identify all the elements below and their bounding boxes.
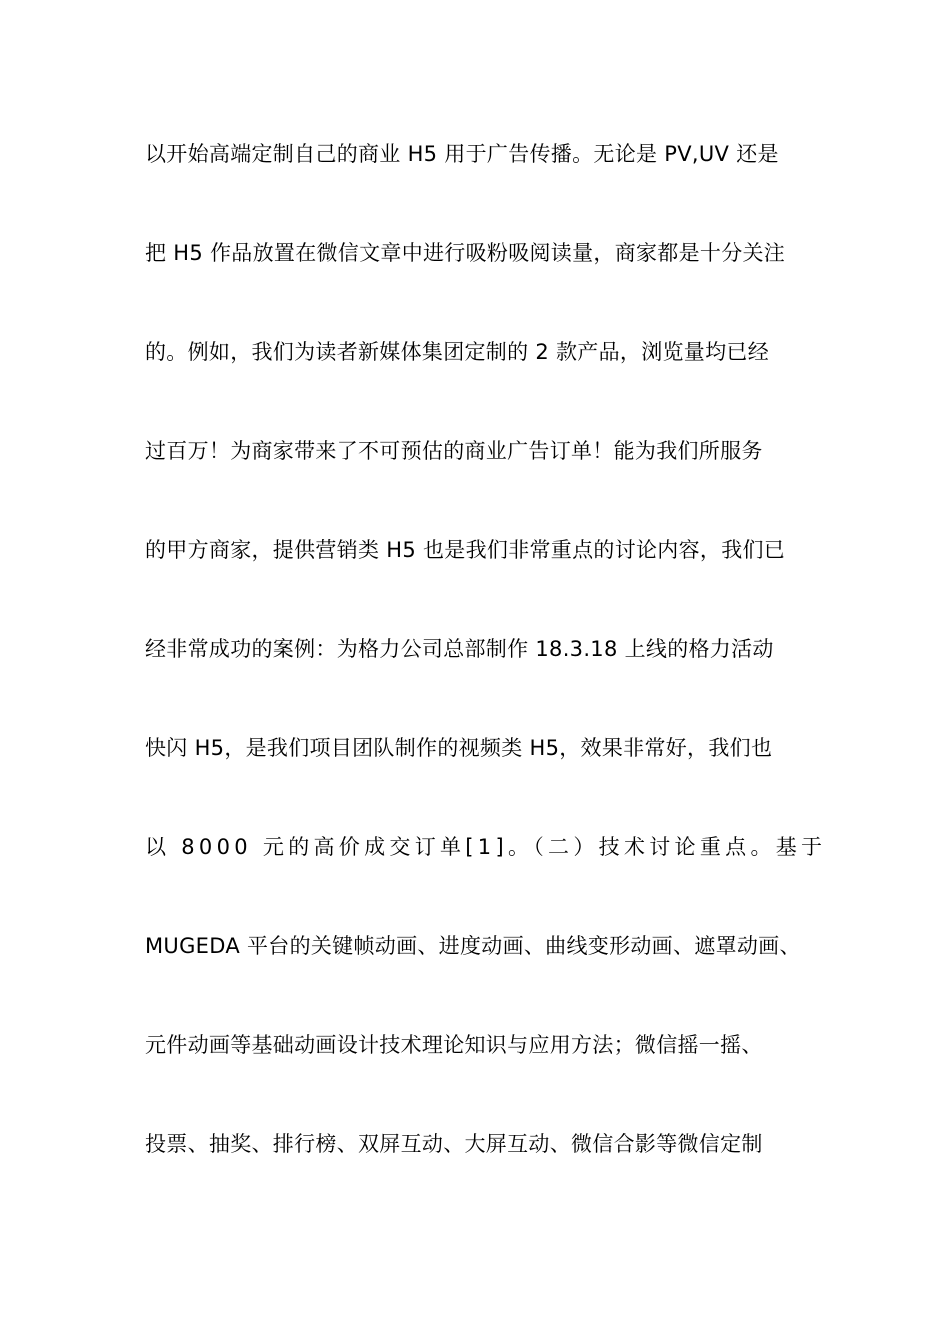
text-line-11: 投票、抽奖、排行榜、双屏互动、大屏互动、微信合影等微信定制 [145,1132,763,1156]
text-line-7: 快闪 H5，是我们项目团队制作的视频类 H5，效果非常好，我们也 [145,736,773,760]
text-line-8: 以 8000 元的高价成交订单[1]。（二）技术讨论重点。基于 [145,835,827,859]
text-line-4: 过百万！为商家带来了不可预估的商业广告订单！能为我们所服务 [145,439,763,463]
text-line-10: 元件动画等基础动画设计技术理论知识与应用方法；微信摇一摇、 [145,1033,763,1057]
text-line-5: 的甲方商家，提供营销类 H5 也是我们非常重点的讨论内容，我们已 [145,538,786,562]
text-line-2: 把 H5 作品放置在微信文章中进行吸粉吸阅读量，商家都是十分关注 [145,241,786,265]
text-line-1: 以开始高端定制自己的商业 H5 用于广告传播。无论是 PV,UV 还是 [145,142,779,166]
body-text [145,130,845,1219]
text-line-6: 经非常成功的案例：为格力公司总部制作 18.3.18 上线的格力活动 [145,637,774,661]
text-line-3: 的。例如，我们为读者新媒体集团定制的 2 款产品，浏览量均已经 [145,340,770,364]
text-line-9: MUGEDA 平台的关键帧动画、进度动画、曲线变形动画、遮罩动画、 [145,934,801,958]
